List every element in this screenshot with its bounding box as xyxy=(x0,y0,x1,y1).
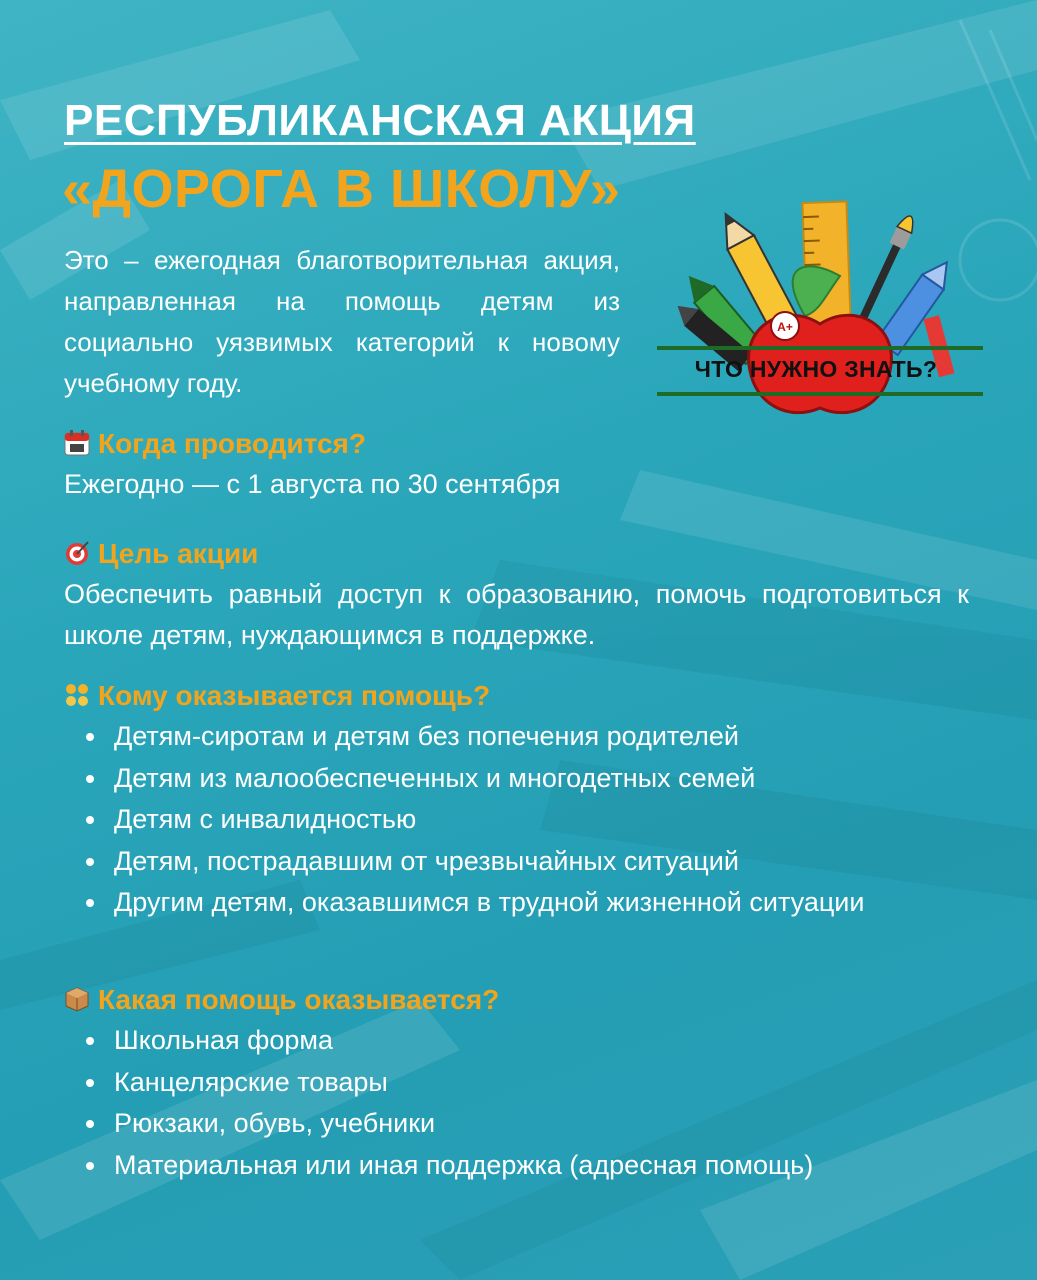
section-goal-text: Обеспечить равный доступ к образованию, помочь подготовиться к школе детям, нуждающимся в поддержке. xyxy=(64,579,969,650)
list-item: Детям-сиротам и детям без попечения родителей xyxy=(64,716,969,758)
what-list xyxy=(64,1020,969,1186)
calendar-icon xyxy=(64,430,90,456)
section-when xyxy=(64,424,969,505)
section-what xyxy=(64,980,969,1186)
grade-mark: A+ xyxy=(777,320,793,334)
section-who-title: Кому оказывается помощь? xyxy=(98,680,491,711)
list-item: Канцелярские товары xyxy=(64,1062,969,1104)
section-what-title: Какая помощь оказывается? xyxy=(98,984,500,1015)
page-title-line2: «ДОРОГА В ШКОЛУ» xyxy=(62,159,621,219)
family-icon xyxy=(64,682,90,708)
section-who xyxy=(64,676,969,924)
section-when-text: Ежегодно — с 1 августа по 30 сентября xyxy=(64,469,561,499)
list-item: Школьная форма xyxy=(64,1020,969,1062)
list-item: Рюкзаки, обувь, учебники xyxy=(64,1103,969,1145)
section-when-heading xyxy=(64,424,969,464)
section-goal xyxy=(64,534,969,656)
target-icon xyxy=(64,540,90,566)
list-item: Материальная или иная поддержка (адресная помощь) xyxy=(64,1145,969,1187)
section-who-heading xyxy=(64,676,969,716)
section-what-heading xyxy=(64,980,969,1020)
section-when-title: Когда проводится? xyxy=(98,428,366,459)
section-goal-title: Цель акции xyxy=(98,538,259,569)
package-icon xyxy=(64,986,90,1012)
list-item: Детям, пострадавшим от чрезвычайных ситуаций xyxy=(64,841,969,883)
intro-paragraph: Это – ежегодная благотворительная акция, направленная на помощь детям из социально уязвимых категорий к новому учебному году. xyxy=(64,245,620,398)
school-supplies-apple-icon xyxy=(655,196,985,426)
section-goal-heading xyxy=(64,534,969,574)
list-item: Детям с инвалидностью xyxy=(64,799,969,841)
page-title-line1: РЕСПУБЛИКАНСКАЯ АКЦИЯ xyxy=(64,96,696,145)
list-item: Детям из малообеспеченных и многодетных семей xyxy=(64,758,969,800)
what-to-know-label: ЧТО НУЖНО ЗНАТЬ? xyxy=(694,356,938,382)
who-list xyxy=(64,716,969,924)
list-item: Другим детям, оказавшимся в трудной жизненной ситуации xyxy=(64,882,969,924)
